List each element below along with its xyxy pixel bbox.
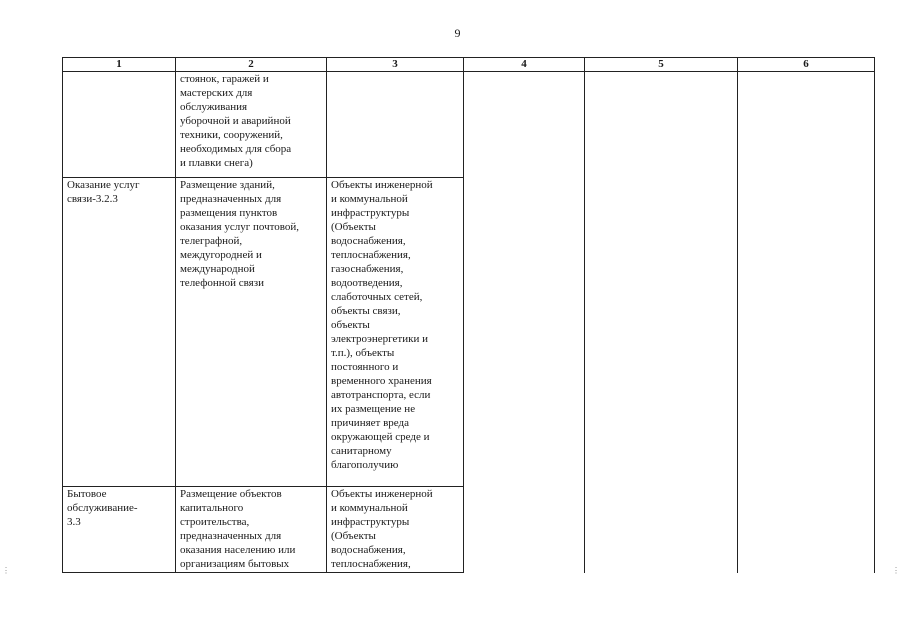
- cell-use-type: Оказание услуг связи-3.2.3: [63, 178, 176, 487]
- cell-column-6: [738, 72, 875, 573]
- cell-permitted-objects: [327, 72, 464, 178]
- table-header-row: [63, 58, 875, 72]
- column-header-2: 2: [176, 58, 327, 72]
- scan-margin-mark-left: ⋮: [2, 566, 10, 575]
- column-header-5: 5: [585, 58, 738, 72]
- cell-column-4: [464, 72, 585, 573]
- page-number: 9: [454, 26, 461, 40]
- cell-use-description: Размещение зданий, предназначенных для размещения пунктов оказания услуг почтовой, телеграфной, междугородней и международной телефонной связи: [176, 178, 327, 487]
- cell-use-description: Размещение объектов капитального строительства, предназначенных для оказания населению или организациям бытовых: [176, 487, 327, 573]
- column-header-4: 4: [464, 58, 585, 72]
- table-row: [63, 72, 875, 178]
- column-header-1: 1: [63, 58, 176, 72]
- cell-permitted-objects: Объекты инженерной и коммунальной инфраструктуры (Объекты водоснабжения, теплоснабжения,: [327, 487, 464, 573]
- cell-use-description: стоянок, гаражей и мастерских для обслуживания уборочной и аварийной техники, сооружений, необходимых для сбора и плавки снега): [176, 72, 327, 178]
- cell-column-5: [585, 72, 738, 573]
- cell-permitted-objects: Объекты инженерной и коммунальной инфраструктуры (Объекты водоснабжения, теплоснабжения, газоснабжения, водоотведения, слаботочных сетей, объекты связи, объекты электроэнергетики и т.п.), объекты постоянного и временного хранения автотранспорта, если их размещение не причиняет вреда окружающей среде и санитарному благополучию: [327, 178, 464, 487]
- column-header-6: 6: [738, 58, 875, 72]
- scan-margin-mark-right: ⋮: [892, 566, 900, 575]
- land-use-table: [62, 57, 875, 573]
- column-header-3: 3: [327, 58, 464, 72]
- cell-use-type: Бытовое обслуживание- 3.3: [63, 487, 176, 573]
- cell-use-type: [63, 72, 176, 178]
